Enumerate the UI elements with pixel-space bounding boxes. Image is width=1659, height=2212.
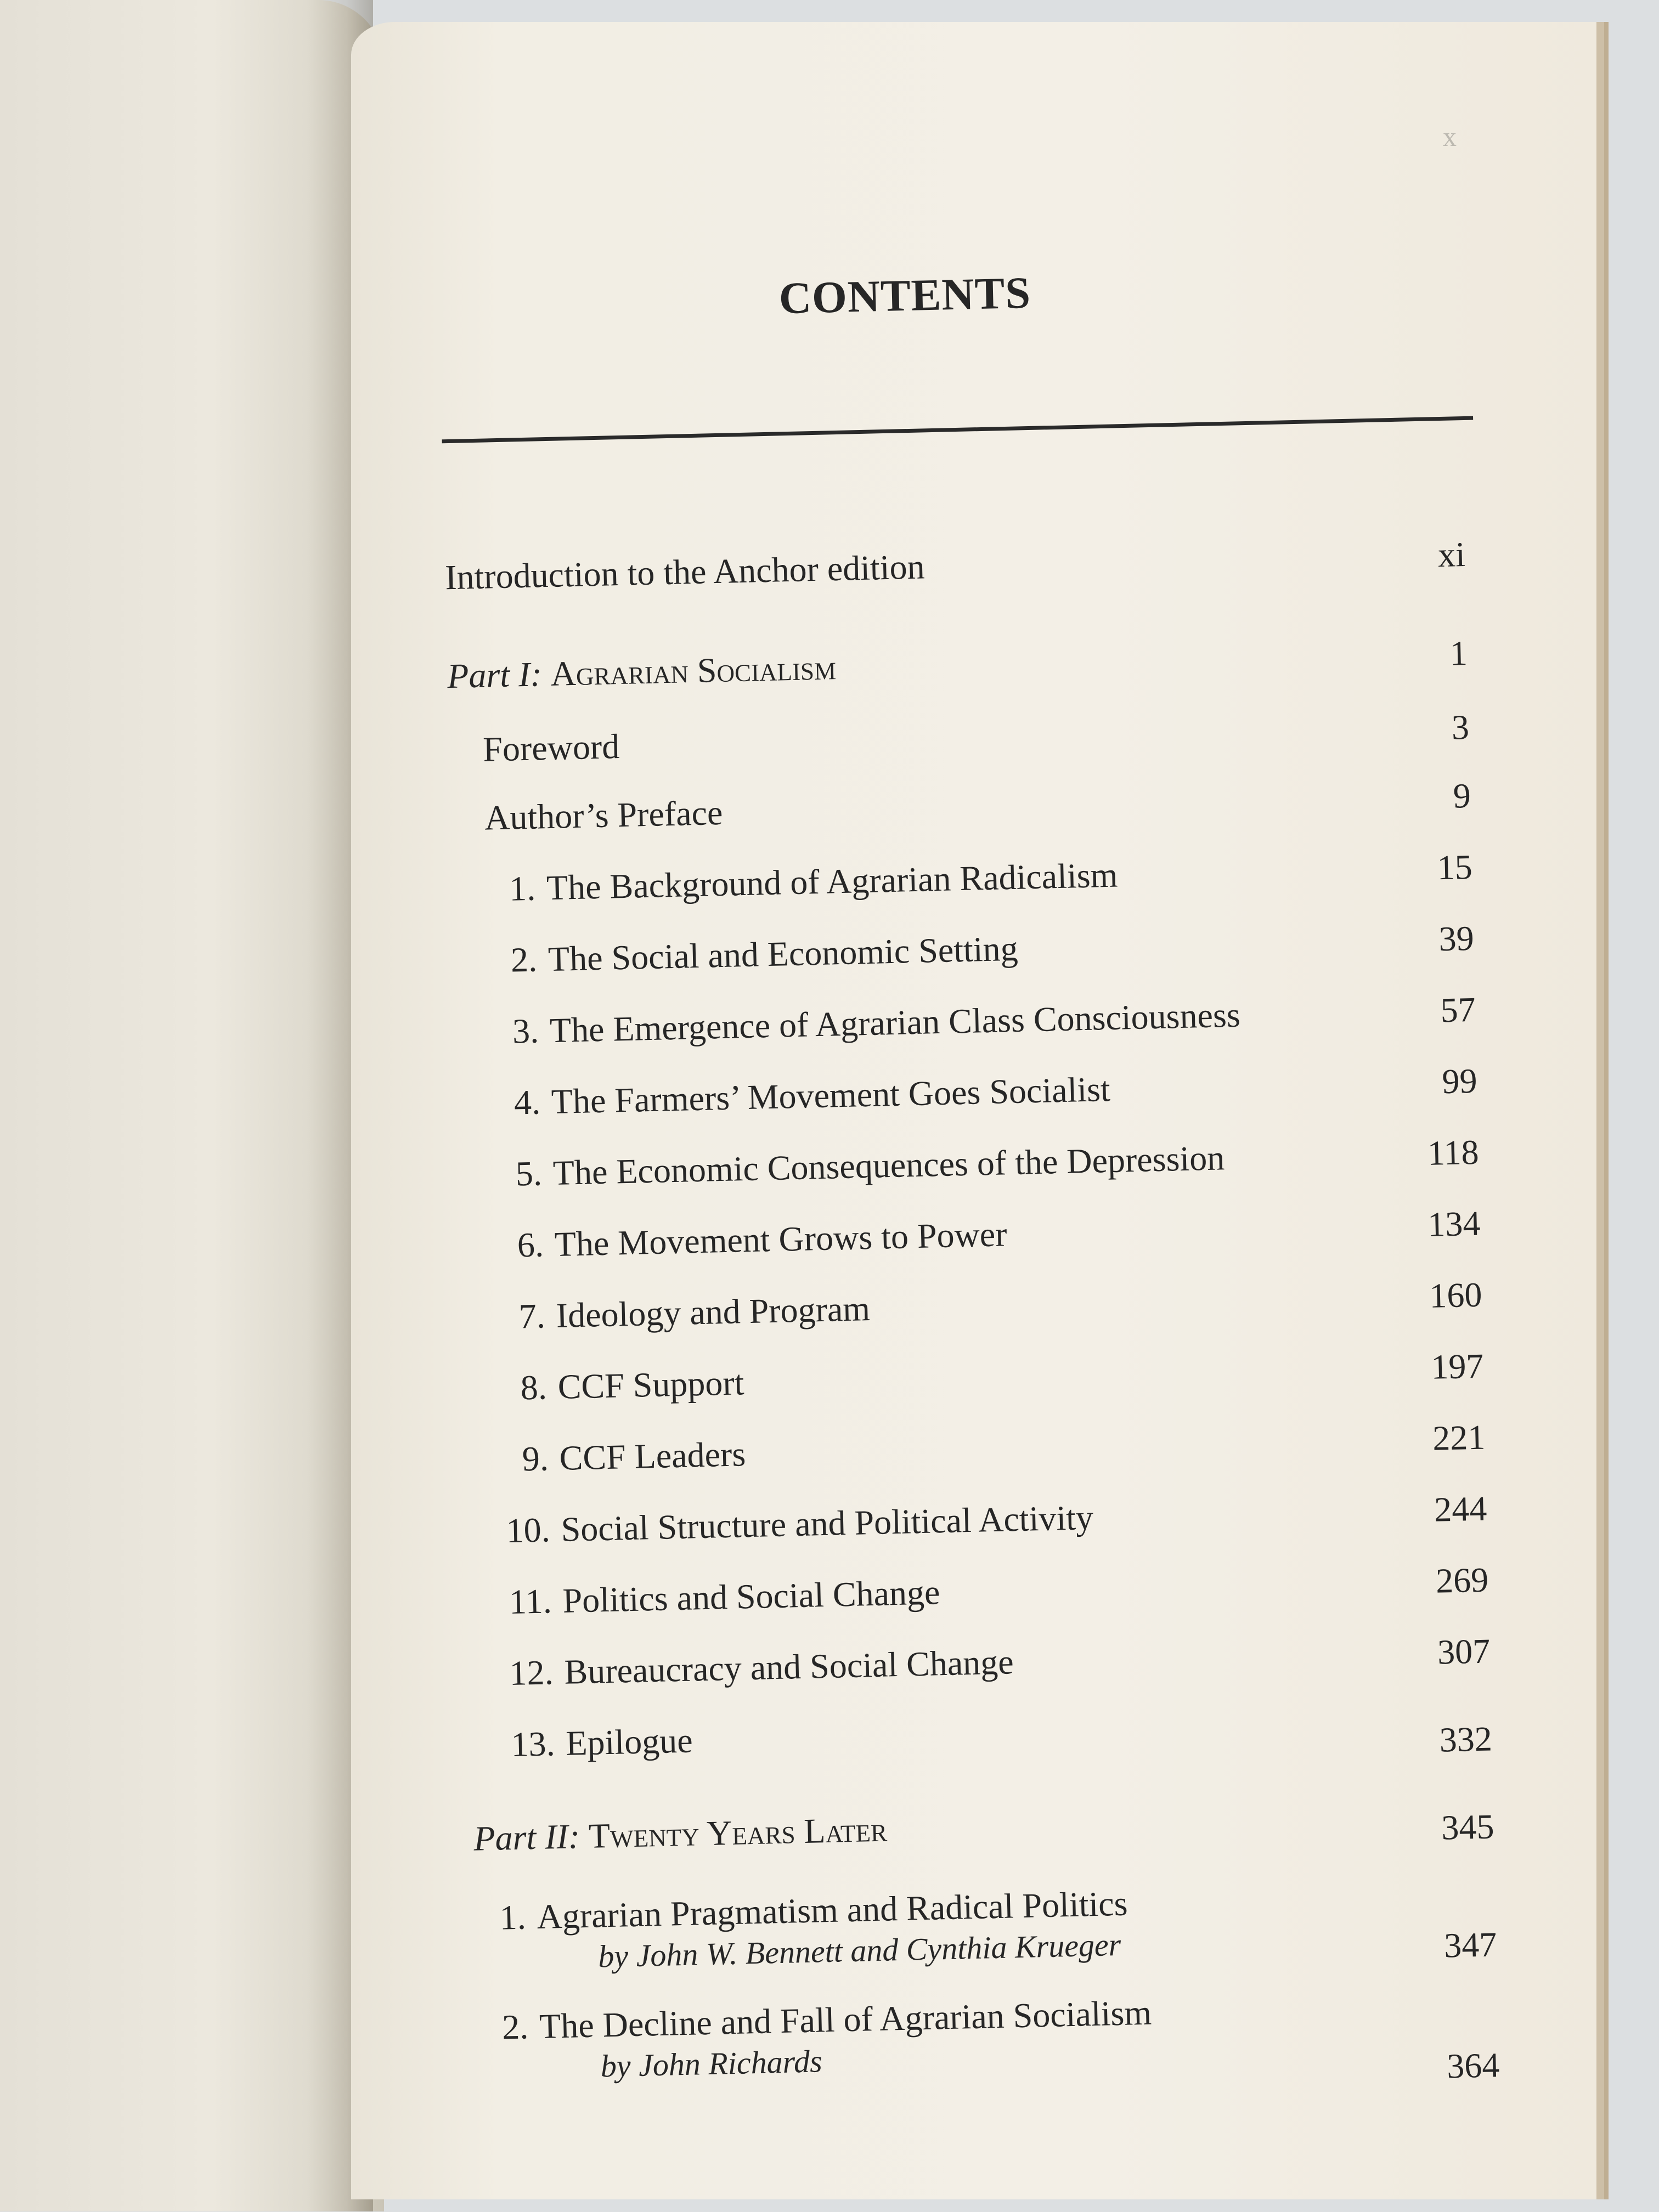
chapter-number: 8.: [520, 1367, 548, 1407]
toc-entry-foreword: [449, 707, 1470, 779]
toc-entry-page: 9: [1452, 776, 1471, 816]
chapter-title: The Decline and Fall of Agrarian Socialism: [539, 1993, 1152, 2046]
toc-part2-chapter-1: [475, 1875, 1497, 1985]
toc-chapter-3: [455, 989, 1476, 1062]
chapter-title: Epilogue: [565, 1721, 693, 1763]
toc-entry-page: 345: [1441, 1807, 1495, 1847]
chapter-number: 5.: [515, 1153, 543, 1193]
chapter-page: 347: [1443, 1925, 1498, 1965]
chapter-number: 11.: [509, 1581, 552, 1622]
bleed-through-mark: x: [1443, 121, 1457, 152]
title-rule: [442, 416, 1474, 444]
chapter-title: The Movement Grows to Power: [554, 1214, 1008, 1264]
toc-chapter-2: [453, 918, 1475, 991]
part-title: Twenty Years Later: [588, 1809, 888, 1855]
chapter-page: 269: [1435, 1560, 1489, 1600]
toc-chapter-5: [458, 1132, 1480, 1204]
toc-chapter-13: [471, 1702, 1493, 1774]
chapter-title: CCF Support: [557, 1363, 745, 1406]
toc-entry-authors-preface: [450, 776, 1471, 848]
chapter-number: 1.: [509, 868, 536, 908]
toc-entry-introduction: [444, 534, 1466, 607]
chapter-number: 1.: [499, 1897, 527, 1937]
chapter-title: The Farmers’ Movement Goes Socialist: [551, 1069, 1111, 1122]
left-page-ghost-print: [11, 329, 296, 494]
chapter-title: The Background of Agrarian Radicalism: [546, 855, 1119, 908]
chapter-page: 364: [1446, 2045, 1500, 2086]
chapter-number: 2.: [501, 2007, 529, 2047]
toc-chapter-7: [461, 1275, 1483, 1347]
chapter-number: 2.: [510, 940, 538, 980]
chapter-page: 307: [1437, 1631, 1491, 1672]
chapter-page: 134: [1427, 1203, 1481, 1244]
contents-body: [367, 9, 1568, 2212]
page-title: CONTENTS: [778, 267, 1031, 324]
toc-part2-chapter-2: [477, 1984, 1499, 2095]
chapter-page: 15: [1436, 847, 1473, 887]
toc-part-1-heading: [447, 633, 1468, 705]
chapter-number: 9.: [521, 1439, 549, 1479]
toc-chapter-1: [452, 847, 1473, 919]
chapter-title: Social Structure and Political Activity: [560, 1497, 1094, 1549]
chapter-number: 6.: [517, 1225, 544, 1265]
chapter-page: 118: [1427, 1132, 1480, 1173]
contents-page: [351, 22, 1596, 2199]
chapter-byline: by John W. Bennett and Cynthia Krueger: [597, 1926, 1121, 1975]
part-title: Agrarian Socialism: [550, 648, 837, 693]
bleed-through-text: [863, 122, 1362, 364]
chapter-title: Agrarian Pragmatism and Radical Politics: [536, 1883, 1128, 1937]
toc-entry-label: Author’s Preface: [484, 793, 724, 838]
toc-entry-page: 3: [1451, 707, 1470, 747]
toc-entry-page: xi: [1437, 535, 1466, 575]
toc-chapter-9: [465, 1417, 1486, 1490]
chapter-page: 221: [1432, 1417, 1486, 1458]
part-number: Part I:: [447, 654, 543, 696]
chapter-number: 12.: [509, 1653, 554, 1693]
chapter-byline: by John Richards: [600, 2043, 823, 2084]
toc-chapter-10: [466, 1489, 1488, 1561]
chapter-title: CCF Leaders: [558, 1434, 746, 1478]
chapter-page: 332: [1438, 1719, 1493, 1760]
toc-entry-page: 1: [1449, 633, 1468, 673]
chapter-title: Politics and Social Change: [562, 1572, 941, 1620]
chapter-page: 99: [1441, 1061, 1478, 1101]
chapter-title: Ideology and Program: [555, 1288, 871, 1335]
toc-chapter-4: [456, 1061, 1478, 1133]
toc-part-2-heading: [473, 1795, 1495, 1868]
chapter-number: 13.: [510, 1724, 556, 1764]
chapter-title: The Economic Consequences of the Depression: [552, 1138, 1225, 1193]
toc-chapter-8: [463, 1346, 1485, 1418]
chapter-title: The Emergence of Agrarian Class Consciousness: [549, 995, 1241, 1050]
chapter-title: Bureaucracy and Social Change: [563, 1642, 1014, 1691]
chapter-page: 160: [1429, 1275, 1483, 1315]
part-number: Part II:: [473, 1817, 580, 1858]
chapter-page: 39: [1438, 918, 1475, 959]
chapter-number: 3.: [512, 1011, 539, 1051]
chapter-page: 197: [1430, 1346, 1485, 1387]
chapter-page: 57: [1440, 989, 1476, 1030]
chapter-page: 244: [1434, 1489, 1488, 1529]
chapter-title: The Social and Economic Setting: [548, 929, 1019, 979]
chapter-number: 7.: [518, 1296, 546, 1336]
toc-chapter-12: [470, 1631, 1491, 1703]
chapter-number: 4.: [514, 1082, 541, 1122]
toc-entry-label: Introduction to the Anchor edition: [444, 547, 926, 597]
toc-entry-label: Foreword: [482, 727, 620, 769]
toc-chapter-11: [468, 1560, 1489, 1632]
chapter-number: 10.: [505, 1510, 551, 1551]
toc-chapter-6: [460, 1203, 1481, 1276]
